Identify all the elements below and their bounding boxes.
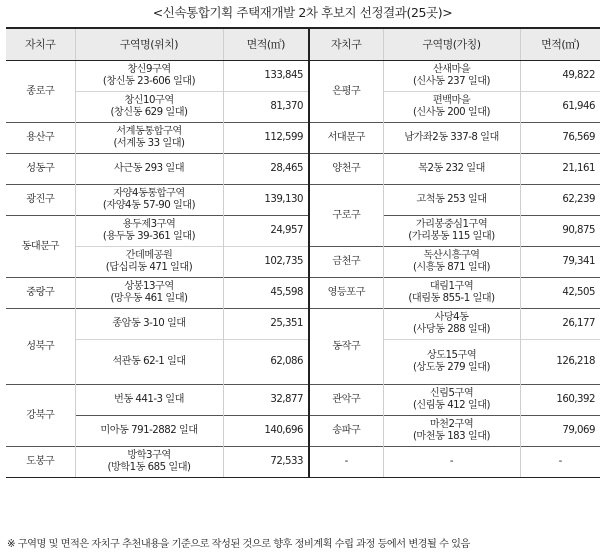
table-row — [6, 447, 600, 478]
zone-name: 마천2구역 — [429, 419, 474, 430]
zone-cell — [383, 278, 520, 309]
district-cell: 강북구 — [6, 385, 75, 447]
area-cell: 72,533 — [223, 447, 309, 478]
zone-cell: 사근동 293 일대 — [75, 154, 223, 185]
zone-cell — [383, 416, 520, 447]
zone-location: (자양4동 57-90 일대) — [102, 200, 196, 211]
zone-location: (서계동 33 일대) — [113, 138, 185, 149]
district-cell: 성북구 — [6, 309, 75, 385]
district-cell: 성동구 — [6, 154, 75, 185]
candidate-table-wrapper — [6, 27, 600, 478]
table-row — [6, 123, 600, 154]
zone-name: 방학3구역 — [127, 450, 171, 461]
area-cell: 61,946 — [520, 92, 600, 123]
area-cell: 25,351 — [223, 309, 309, 340]
zone-cell — [75, 278, 223, 309]
table-row — [6, 247, 600, 278]
zone-location: (방학1동 685 일대) — [107, 462, 191, 473]
zone-cell — [75, 185, 223, 216]
area-cell: 126,218 — [520, 340, 600, 385]
area-cell: 79,341 — [520, 247, 600, 278]
area-cell: - — [520, 447, 600, 478]
table-row — [6, 278, 600, 309]
header-row — [6, 28, 600, 61]
zone-cell: 남가좌2동 337-8 일대 — [383, 123, 520, 154]
table-row — [6, 185, 600, 216]
zone-cell: 목2동 232 일대 — [383, 154, 520, 185]
zone-cell — [383, 309, 520, 340]
zone-name: 사당4동 — [434, 312, 469, 323]
area-cell: 62,239 — [520, 185, 600, 216]
area-cell: 139,130 — [223, 185, 309, 216]
zone-cell — [75, 123, 223, 154]
district-cell: 영등포구 — [309, 278, 383, 309]
district-cell: 도봉구 — [6, 447, 75, 478]
area-cell: 102,735 — [223, 247, 309, 278]
district-cell: 송파구 — [309, 416, 383, 447]
table-row — [6, 154, 600, 185]
district-cell: - — [309, 447, 383, 478]
area-cell: 26,177 — [520, 309, 600, 340]
table-title: <신속통합기획 주택재개발 2차 후보지 선정결과(25곳)> — [152, 5, 453, 20]
zone-location: (상도동 279 일대) — [412, 362, 491, 373]
zone-name: 편백마을 — [432, 95, 471, 106]
candidate-table — [6, 27, 600, 478]
zone-name: 창신9구역 — [127, 64, 171, 75]
area-cell: 79,069 — [520, 416, 600, 447]
zone-name: 상도15구역 — [426, 350, 477, 361]
header-area-right: 면적(㎡) — [520, 28, 600, 61]
zone-cell: 번동 441-3 일대 — [75, 385, 223, 416]
zone-location: (신사동 200 일대) — [412, 107, 491, 118]
header-zone-right: 구역명(가칭) — [383, 28, 520, 61]
zone-location: (망우동 461 일대) — [110, 293, 188, 304]
zone-cell: 석관동 62-1 일대 — [75, 340, 223, 385]
area-cell: 49,822 — [520, 61, 600, 92]
header-district-left: 자치구 — [6, 28, 75, 61]
zone-name: 창신10구역 — [124, 95, 174, 106]
header-zone-left: 구역명(위치) — [75, 28, 223, 61]
header-district-right: 자치구 — [309, 28, 383, 61]
area-cell: 28,465 — [223, 154, 309, 185]
zone-location: (시흥동 871 일대) — [412, 262, 491, 273]
area-cell: 133,845 — [223, 61, 309, 92]
zone-location: (창신동 23-606 일대) — [102, 76, 196, 87]
district-cell: 금천구 — [309, 247, 383, 278]
table-row — [6, 61, 600, 92]
area-cell: 24,957 — [223, 216, 309, 247]
area-cell: 76,569 — [520, 123, 600, 154]
district-cell: 동대문구 — [6, 216, 75, 278]
zone-location: (신림동 412 일대) — [412, 400, 491, 411]
zone-location: (창신동 629 일대) — [110, 107, 188, 118]
district-cell: 광진구 — [6, 185, 75, 216]
area-cell: 81,370 — [223, 92, 309, 123]
area-cell: 42,505 — [520, 278, 600, 309]
area-cell: 21,161 — [520, 154, 600, 185]
district-cell: 중랑구 — [6, 278, 75, 309]
zone-cell — [383, 216, 520, 247]
table-row — [6, 340, 600, 385]
footnote: ※ 구역명 및 면적은 자치구 추천내용을 기준으로 작성된 것으로 향후 정비계획 수립 과정 등에서 변경될 수 있음 — [7, 539, 470, 550]
table-row — [6, 416, 600, 447]
zone-name: 신림5구역 — [429, 388, 474, 399]
zone-name: 서계동통합구역 — [116, 126, 182, 137]
zone-cell — [75, 216, 223, 247]
zone-name: 산새마을 — [432, 64, 471, 75]
zone-location: (답십리동 471 일대) — [105, 262, 193, 273]
district-cell: 종로구 — [6, 61, 75, 123]
district-cell: 동작구 — [309, 309, 383, 385]
zone-cell — [383, 61, 520, 92]
zone-cell — [75, 92, 223, 123]
zone-name: 가리봉중심1구역 — [415, 219, 488, 230]
area-cell: 160,392 — [520, 385, 600, 416]
zone-location: (용두동 39-361 일대) — [102, 231, 196, 242]
area-cell: 62,086 — [223, 340, 309, 385]
zone-cell — [75, 61, 223, 92]
zone-cell: 종암동 3-10 일대 — [75, 309, 223, 340]
district-cell: 서대문구 — [309, 123, 383, 154]
zone-name: 대림1구역 — [429, 281, 474, 292]
zone-cell — [75, 447, 223, 478]
header-area-left: 면적(㎡) — [223, 28, 309, 61]
zone-name: 상봉13구역 — [124, 281, 174, 292]
zone-name: 용두제3구역 — [122, 219, 176, 230]
table-row — [6, 92, 600, 123]
table-row — [6, 385, 600, 416]
zone-location: (가리봉동 115 일대) — [408, 231, 495, 242]
table-row — [6, 309, 600, 340]
zone-name: 자양4동통합구역 — [113, 188, 185, 199]
zone-cell — [383, 247, 520, 278]
area-cell: 112,599 — [223, 123, 309, 154]
area-cell: 140,696 — [223, 416, 309, 447]
district-cell: 구로구 — [309, 185, 383, 247]
area-cell: 45,598 — [223, 278, 309, 309]
district-cell: 용산구 — [6, 123, 75, 154]
zone-name: 독산시흥구역 — [423, 250, 480, 261]
zone-cell: - — [383, 447, 520, 478]
zone-location: (신사동 237 일대) — [412, 76, 491, 87]
zone-cell — [75, 247, 223, 278]
zone-location: (사당동 288 일대) — [412, 324, 491, 335]
area-cell: 90,875 — [520, 216, 600, 247]
area-cell: 32,877 — [223, 385, 309, 416]
zone-cell: 고척동 253 일대 — [383, 185, 520, 216]
district-cell: 관악구 — [309, 385, 383, 416]
zone-location: (마천동 183 일대) — [412, 431, 491, 442]
zone-cell — [383, 340, 520, 385]
zone-cell — [383, 385, 520, 416]
zone-location: (대림동 855-1 일대) — [408, 293, 495, 304]
zone-cell — [383, 92, 520, 123]
table-row — [6, 216, 600, 247]
zone-name: 간데메공원 — [125, 250, 173, 261]
district-cell: 은평구 — [309, 61, 383, 123]
zone-cell: 미아동 791-2882 일대 — [75, 416, 223, 447]
district-cell: 양천구 — [309, 154, 383, 185]
